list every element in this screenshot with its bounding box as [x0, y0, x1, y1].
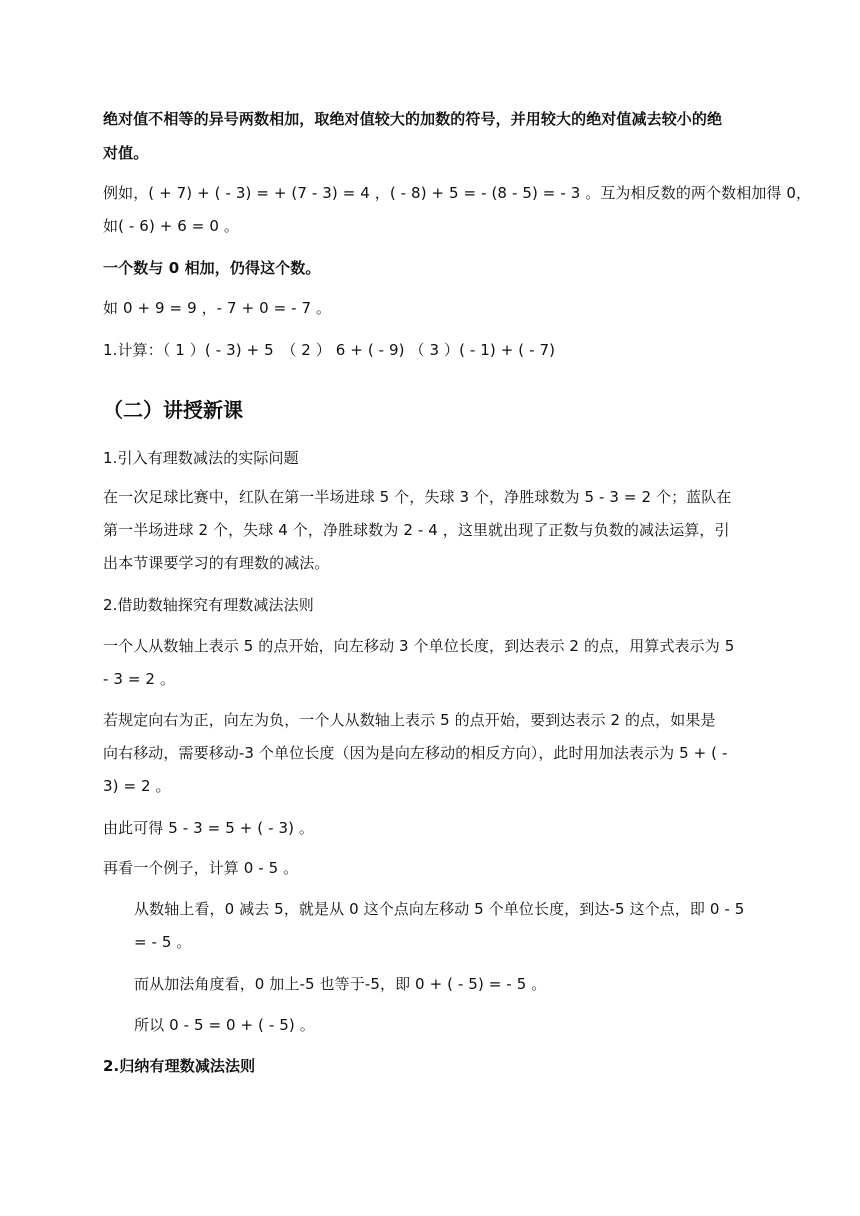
exercise-line: 1.计算：（ 1 ）( - 3) + 5 （ 2 ） 6 + ( - 9) （ 3 ）( - 1) + ( - 7): [103, 341, 556, 359]
item1-paragraph-line-3: 出本节课要学习的有理数的减法。: [103, 554, 330, 572]
item2-title: 2.借助数轴探究有理数减法法则: [103, 596, 314, 614]
item2-paragraph1-line-2: - 3 = 2 。: [103, 670, 176, 688]
zero-addition-rule: 一个数与 0 相加，仍得这个数。: [103, 259, 321, 277]
item2-another-example: 再看一个例子，计算 0 - 5 。: [103, 859, 299, 877]
item2-paragraph2-line-3: 3) = 2 。: [103, 777, 171, 795]
addition-perspective: 而从加法角度看，0 加上-5 也等于-5，即 0 + ( - 5) = - 5 。: [134, 975, 547, 993]
item2-paragraph2-line-1: 若规定向右为正，向左为负，一个人从数轴上表示 5 的点开始，要到达表示 2 的点，如果是: [103, 711, 716, 729]
number-line-explanation-line-1: 从数轴上看，0 减去 5，就是从 0 这个点向左移动 5 个单位长度，到达-5 这个点，即 0 - 5: [134, 900, 745, 918]
item1-title: 1.引入有理数减法的实际问题: [103, 449, 299, 467]
number-line-explanation-line-2: = - 5 。: [134, 933, 192, 951]
addition-rule-line-2: 对值。: [103, 144, 149, 162]
item3-title: 2.归纳有理数减法法则: [103, 1057, 256, 1075]
item2-paragraph2-line-2: 向右移动，需要移动-3 个单位长度（因为是向左移动的相反方向），此时用加法表示为 5 + ( -: [103, 744, 728, 762]
example-line-2: 如( - 6) + 6 = 0 。: [103, 217, 239, 235]
zero-addition-example: 如 0 + 9 = 9 ，- 7 + 0 = - 7 。: [103, 299, 332, 317]
item1-paragraph-line-2: 第一半场进球 2 个，失球 4 个，净胜球数为 2 - 4 ，这里就出现了正数与负数的减法运算，引: [103, 521, 730, 539]
item2-conclusion: 由此可得 5 - 3 = 5 + ( - 3) 。: [103, 819, 315, 837]
therefore-line: 所以 0 - 5 = 0 + ( - 5) 。: [134, 1016, 315, 1034]
item2-paragraph1-line-1: 一个人从数轴上表示 5 的点开始，向左移动 3 个单位长度，到达表示 2 的点，用算式表示为 5: [103, 637, 735, 655]
item1-paragraph-line-1: 在一次足球比赛中，红队在第一半场进球 5 个，失球 3 个，净胜球数为 5 - 3 = 2 个；蓝队在: [103, 488, 732, 506]
addition-rule-line-1: 绝对值不相等的异号两数相加，取绝对值较大的加数的符号，并用较大的绝对值减去较小的绝: [103, 110, 723, 128]
section-heading: （二）讲授新课: [103, 398, 243, 422]
example-line-1: 例如，( + 7) + ( - 3) = + (7 - 3) = 4 ，( - 8) + 5 = - (8 - 5) = - 3 。互为相反数的两个数相加得 0，: [103, 184, 812, 202]
